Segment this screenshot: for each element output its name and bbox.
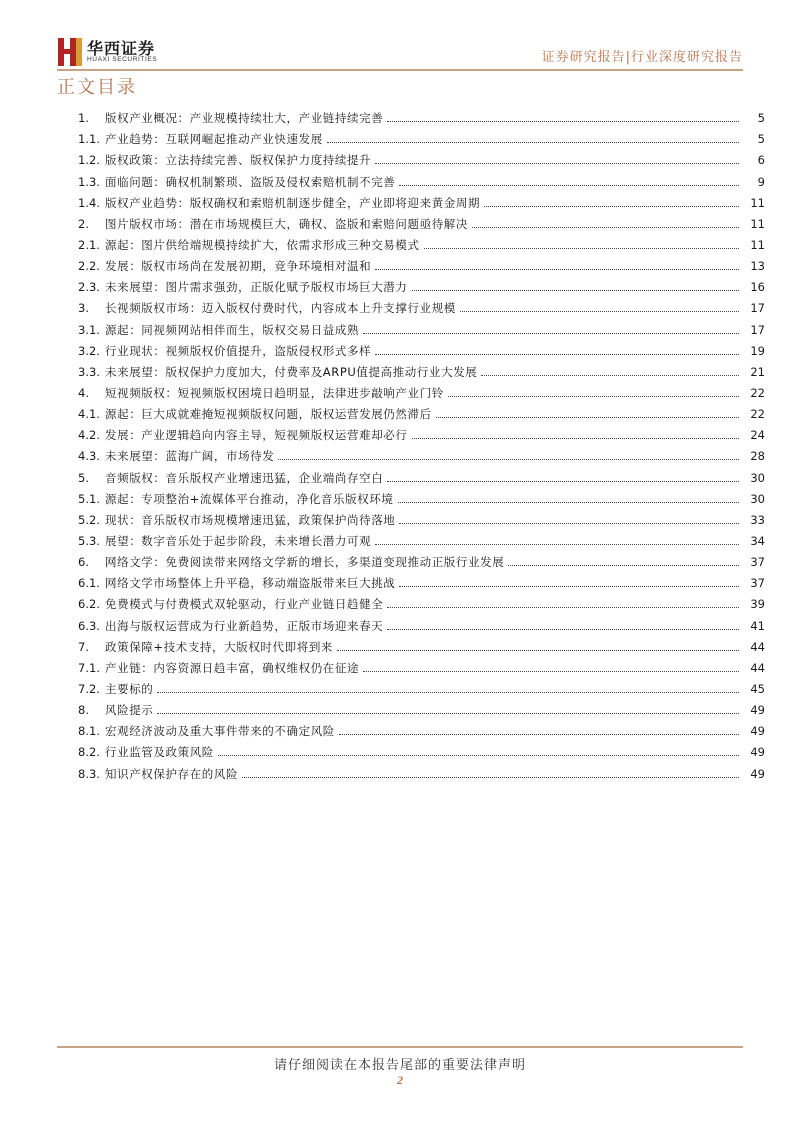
toc-entry-title: 风险提示	[105, 703, 154, 718]
toc-entry-number: 4.	[78, 385, 89, 400]
toc-entry[interactable]	[57, 463, 765, 484]
toc-entry-title: 产业趋势：互联网崛起推动产业快速发展	[105, 132, 323, 147]
brand-name-cn: 华西证券	[87, 39, 156, 58]
toc-entry-number: 5.1.	[78, 491, 100, 506]
toc-entry-number: 1.	[78, 111, 89, 126]
toc-entry-number: 3.3.	[78, 364, 100, 379]
toc-entry-page: 6	[757, 153, 765, 168]
toc-leader-dots	[375, 268, 739, 270]
toc-entry[interactable]	[57, 717, 765, 738]
toc-leader-dots	[436, 416, 739, 418]
toc-entry-title: 未来展望：版权保护力度加大，付费率及ARPU值提高推动行业大发展	[105, 364, 478, 379]
toc-entry-page: 33	[750, 512, 765, 527]
toc-entry-page: 19	[750, 343, 765, 358]
toc-entry-number: 8.3.	[78, 766, 100, 781]
toc-entry[interactable]	[57, 654, 765, 675]
toc-leader-dots	[218, 754, 739, 756]
toc-entry-title: 未来展望：蓝海广阔，市场待发	[105, 449, 275, 464]
toc-entry-title: 源起：专项整治+流媒体平台推动，净化音乐版权环境	[105, 491, 394, 506]
toc-leader-dots	[157, 712, 739, 714]
toc-entry-title: 短视频版权：短视频版权困境日趋明显，法律进步敲响产业门铃	[105, 385, 444, 400]
toc-entry[interactable]	[57, 337, 765, 358]
toc-entry-number: 2.	[78, 216, 89, 231]
toc-heading: 正文目录	[57, 77, 137, 98]
toc-entry[interactable]	[57, 611, 765, 632]
toc-entry-title: 音频版权：音乐版权产业增速迅猛，企业端尚存空白	[105, 470, 384, 485]
toc-entry-title: 长视频版权市场：迈入版权付费时代，内容成本上升支撑行业规模	[105, 301, 456, 316]
toc-entry[interactable]	[57, 146, 765, 167]
toc-entry-title: 展望：数字音乐处于起步阶段，未来增长潜力可观	[105, 533, 372, 548]
toc-leader-dots	[387, 120, 739, 122]
toc-entry-title: 免费模式与付费模式双轮驱动，行业产业链日趋健全	[105, 597, 384, 612]
toc-entry[interactable]	[57, 759, 765, 780]
toc-entry-page: 22	[750, 407, 765, 422]
toc-entry-page: 49	[750, 703, 765, 718]
toc-entry[interactable]	[57, 738, 765, 759]
toc-entry-number: 7.2.	[78, 681, 100, 696]
toc-entry-page: 28	[750, 449, 765, 464]
toc-leader-dots	[472, 226, 739, 228]
toc-entry-number: 3.2.	[78, 343, 100, 358]
toc-entry[interactable]	[57, 125, 765, 146]
toc-entry-number: 6.3.	[78, 618, 100, 633]
toc-entry-page: 44	[750, 639, 765, 654]
toc-entry[interactable]	[57, 273, 765, 294]
toc-leader-dots	[399, 522, 739, 524]
legal-notice: 请仔细阅读在本报告尾部的重要法律声明	[273, 1058, 526, 1073]
toc-entry[interactable]	[57, 231, 765, 252]
toc-entry-number: 4.1.	[78, 407, 100, 422]
toc-entry-page: 13	[750, 259, 765, 274]
toc-entry[interactable]	[57, 358, 765, 379]
toc-entry-number: 7.1.	[78, 660, 100, 675]
toc-entry-number: 1.3.	[78, 174, 100, 189]
toc-entry-page: 30	[750, 491, 765, 506]
toc-entry[interactable]	[57, 315, 765, 336]
toc-leader-dots	[375, 353, 739, 355]
toc-entry-number: 3.1.	[78, 322, 100, 337]
toc-entry-number: 5.2.	[78, 512, 100, 527]
toc-entry-number: 2.3.	[78, 280, 100, 295]
toc-entry[interactable]	[57, 569, 765, 590]
toc-entry-number: 5.	[78, 470, 89, 485]
toc-entry-page: 30	[750, 470, 765, 485]
page-number: 2	[397, 1073, 403, 1087]
toc-entry-title: 版权政策：立法持续完善、版权保护力度持续提升	[105, 153, 372, 168]
huaxi-logo-icon	[57, 36, 83, 68]
toc-entry-title: 源起：巨大成就难掩短视频版权问题，版权运营发展仍然滞后	[105, 407, 432, 422]
toc-entry-page: 21	[750, 364, 765, 379]
toc-entry-number: 2.1.	[78, 237, 100, 252]
toc-entry-title: 面临问题：确权机制繁琐、盗版及侵权索赔机制不完善	[105, 174, 396, 189]
toc-entry-title: 出海与版权运营成为行业新趋势，正版市场迎来春天	[105, 618, 384, 633]
toc-entry-number: 1.4.	[78, 195, 100, 210]
page-header	[0, 0, 800, 70]
toc-entry-title: 行业监管及政策风险	[105, 745, 214, 760]
toc-entry[interactable]	[57, 527, 765, 548]
toc-entry[interactable]	[57, 442, 765, 463]
toc-entry-title: 主要标的	[105, 681, 154, 696]
toc-entry-page: 17	[750, 322, 765, 337]
toc-entry-page: 45	[750, 681, 765, 696]
toc-entry-title: 宏观经济波动及重大事件带来的不确定风险	[105, 724, 335, 739]
toc-entry[interactable]	[57, 294, 765, 315]
toc-leader-dots	[448, 395, 739, 397]
toc-leader-dots	[337, 649, 739, 651]
toc-entry-number: 1.2.	[78, 153, 100, 168]
toc-entry-page: 16	[750, 280, 765, 295]
toc-entry-page: 49	[750, 724, 765, 739]
toc-leader-dots	[412, 289, 740, 291]
toc-entry-number: 4.2.	[78, 428, 100, 443]
toc-entry-page: 37	[750, 576, 765, 591]
toc-entry-title: 版权产业趋势：版权确权和索赔机制逐步健全，产业即将迎来黄金周期	[105, 195, 481, 210]
toc-entry-page: 37	[750, 555, 765, 570]
toc-entry-page: 17	[750, 301, 765, 316]
toc-entry[interactable]	[57, 633, 765, 654]
toc-leader-dots	[327, 141, 739, 143]
toc-entry-number: 6.	[78, 555, 89, 570]
toc-entry-title: 网络文学市场整体上升平稳，移动端盗版带来巨大挑战	[105, 576, 396, 591]
toc-entry-page: 5	[757, 111, 765, 126]
toc-entry[interactable]	[57, 485, 765, 506]
toc-entry[interactable]	[57, 167, 765, 188]
toc-leader-dots	[460, 310, 739, 312]
toc-entry-number: 8.1.	[78, 724, 100, 739]
toc-entry-number: 8.2.	[78, 745, 100, 760]
table-of-contents	[57, 104, 765, 781]
toc-leader-dots	[157, 691, 739, 693]
toc-entry[interactable]	[57, 506, 765, 527]
brand-logo	[57, 34, 217, 68]
toc-entry[interactable]	[57, 421, 765, 442]
toc-entry[interactable]	[57, 400, 765, 421]
toc-leader-dots	[399, 585, 739, 587]
toc-entry[interactable]	[57, 189, 765, 210]
toc-leader-dots	[398, 501, 739, 503]
toc-entry-page: 41	[750, 618, 765, 633]
toc-entry[interactable]	[57, 590, 765, 611]
toc-entry-title: 产业链：内容资源日趋丰富，确权维权仍在征途	[105, 660, 360, 675]
toc-entry-title: 图片版权市场：潜在市场规模巨大，确权、盗版和索赔问题亟待解决	[105, 216, 468, 231]
toc-entry-number: 4.3.	[78, 449, 100, 464]
toc-entry-title: 网络文学：免费阅读带来网络文学新的增长，多渠道变现推动正版行业发展	[105, 555, 505, 570]
toc-leader-dots	[508, 564, 739, 566]
toc-entry[interactable]	[57, 548, 765, 569]
toc-entry-title: 版权产业概况：产业规模持续壮大，产业链持续完善	[105, 111, 384, 126]
toc-entry-title: 源起：图片供给端规模持续扩大，依需求形成三种交易模式	[105, 237, 420, 252]
toc-entry-page: 9	[757, 174, 765, 189]
toc-entry-title: 行业现状：视频版权价值提升，盗版侵权形式多样	[105, 343, 372, 358]
toc-entry[interactable]	[57, 104, 765, 125]
toc-entry-page: 49	[750, 745, 765, 760]
toc-entry-title: 源起：同视频网站相伴而生，版权交易日益成熟	[105, 322, 360, 337]
header-divider	[57, 69, 743, 71]
toc-leader-dots	[387, 480, 739, 482]
toc-leader-dots	[412, 437, 740, 439]
toc-entry[interactable]	[57, 675, 765, 696]
toc-leader-dots	[481, 374, 739, 376]
toc-leader-dots	[375, 543, 739, 545]
toc-entry-title: 未来展望：图片需求强劲，正版化赋予版权市场巨大潜力	[105, 280, 408, 295]
toc-entry-title: 现状：音乐版权市场规模增速迅猛，政策保护尚待落地	[105, 512, 396, 527]
toc-entry-page: 22	[750, 385, 765, 400]
toc-leader-dots	[363, 332, 739, 334]
toc-entry-page: 44	[750, 660, 765, 675]
toc-leader-dots	[387, 628, 739, 630]
toc-leader-dots	[424, 247, 739, 249]
report-type-label: 证券研究报告|行业深度研究报告	[541, 50, 743, 65]
toc-leader-dots	[484, 205, 739, 207]
toc-entry-number: 6.2.	[78, 597, 100, 612]
toc-entry-page: 24	[750, 428, 765, 443]
toc-entry-number: 8.	[78, 703, 89, 718]
footer-divider	[57, 1046, 743, 1048]
toc-entry-number: 5.3.	[78, 533, 100, 548]
toc-leader-dots	[339, 733, 739, 735]
toc-entry-number: 2.2.	[78, 259, 100, 274]
toc-entry-number: 6.1.	[78, 576, 100, 591]
toc-leader-dots	[242, 776, 739, 778]
toc-entry-page: 39	[750, 597, 765, 612]
toc-entry[interactable]	[57, 252, 765, 273]
toc-entry-title: 政策保障+技术支持，大版权时代即将到来	[105, 639, 334, 654]
toc-entry-number: 1.1.	[78, 132, 100, 147]
toc-leader-dots	[387, 606, 739, 608]
toc-entry-number: 7.	[78, 639, 89, 654]
toc-entry-page: 11	[750, 195, 765, 210]
toc-entry-title: 知识产权保护存在的风险	[105, 766, 239, 781]
toc-entry[interactable]	[57, 379, 765, 400]
toc-entry-page: 5	[757, 132, 765, 147]
toc-entry-number: 3.	[78, 301, 89, 316]
brand-name-en: HUAXI SECURITIES	[87, 56, 158, 63]
toc-entry-page: 11	[750, 216, 765, 231]
toc-entry-title: 发展：产业逻辑趋向内容主导，短视频版权运营难却必行	[105, 428, 408, 443]
toc-entry-page: 49	[750, 766, 765, 781]
toc-leader-dots	[375, 162, 739, 164]
toc-entry[interactable]	[57, 210, 765, 231]
toc-entry[interactable]	[57, 696, 765, 717]
toc-leader-dots	[363, 670, 739, 672]
toc-entry-page: 34	[750, 533, 765, 548]
toc-leader-dots	[399, 184, 739, 186]
toc-entry-title: 发展：版权市场尚在发展初期，竞争环境相对温和	[105, 259, 372, 274]
toc-entry-page: 11	[750, 237, 765, 252]
toc-leader-dots	[278, 458, 739, 460]
